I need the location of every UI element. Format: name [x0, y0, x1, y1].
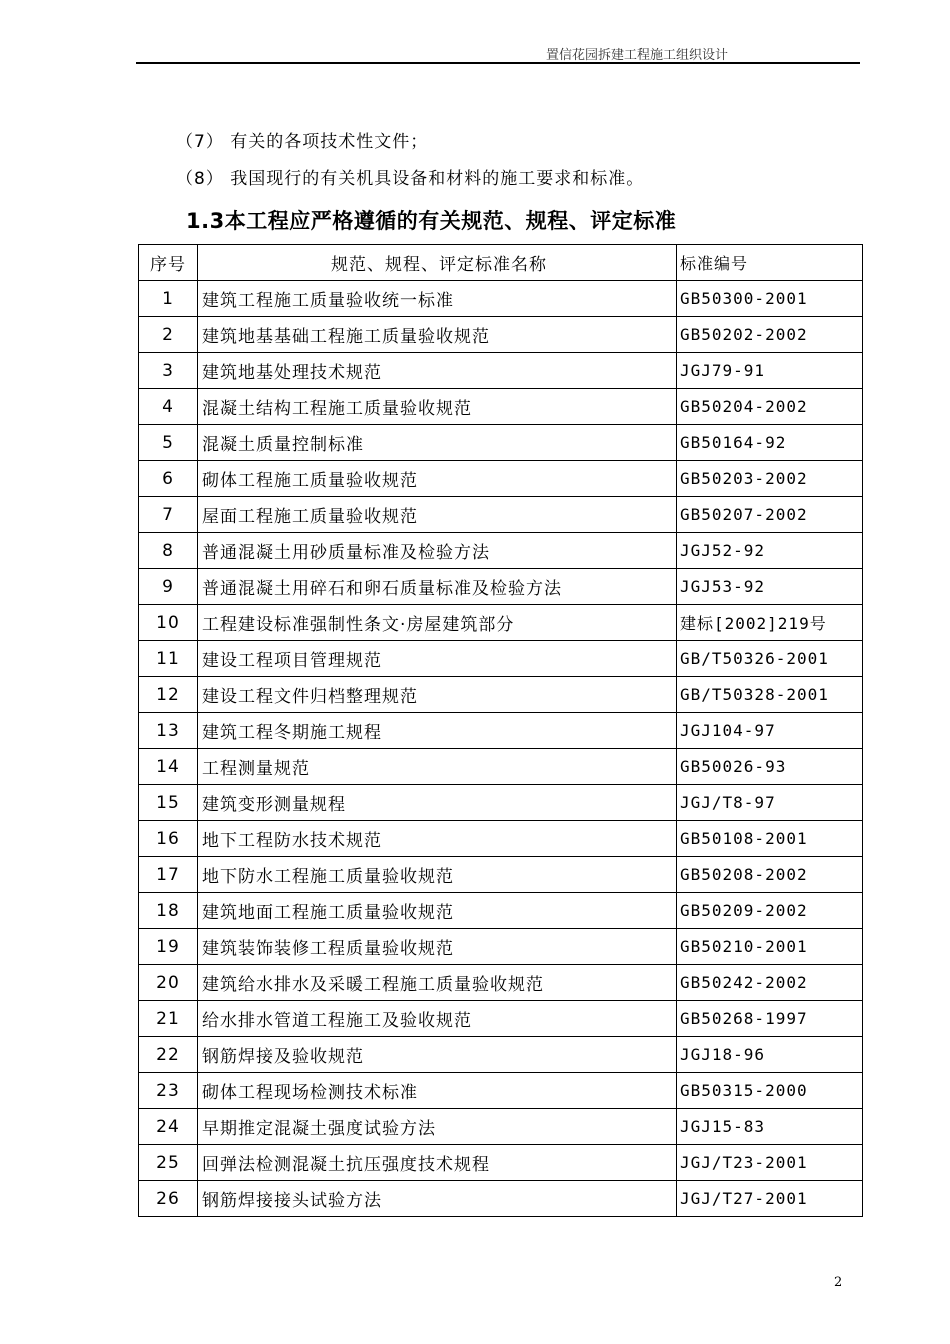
row-number-cell: 25: [139, 1145, 198, 1181]
row-number-cell: 10: [139, 605, 198, 641]
standard-code-cell: GB/T50326-2001: [677, 641, 863, 677]
table-row: [139, 533, 863, 569]
standard-code-cell: GB50108-2001: [677, 821, 863, 857]
standard-code-cell: GB50026-93: [677, 749, 863, 785]
standard-name-cell: 地下工程防水技术规范: [198, 821, 677, 857]
table-row: [139, 929, 863, 965]
standard-code-cell: GB50164-92: [677, 425, 863, 461]
row-number-cell: 15: [139, 785, 198, 821]
row-number-cell: 23: [139, 1073, 198, 1109]
standard-code-cell: GB50207-2002: [677, 497, 863, 533]
standard-code-cell: GB50242-2002: [677, 965, 863, 1001]
standard-code-cell: JGJ/T8-97: [677, 785, 863, 821]
row-number-cell: 9: [139, 569, 198, 605]
row-number-cell: 24: [139, 1109, 198, 1145]
table-row: [139, 605, 863, 641]
table-row: [139, 425, 863, 461]
row-number-cell: 18: [139, 893, 198, 929]
standard-name-cell: 建筑给水排水及采暖工程施工质量验收规范: [198, 965, 677, 1001]
standard-code-cell: JGJ/T23-2001: [677, 1145, 863, 1181]
table-row: [139, 497, 863, 533]
row-number-cell: 6: [139, 461, 198, 497]
standard-code-cell: JGJ53-92: [677, 569, 863, 605]
table-row: [139, 1073, 863, 1109]
standard-name-cell: 建筑工程冬期施工规程: [198, 713, 677, 749]
standard-code-cell: GB50208-2002: [677, 857, 863, 893]
standard-name-cell: 给水排水管道工程施工及验收规范: [198, 1001, 677, 1037]
list-item-text: 我国现行的有关机具设备和材料的施工要求和标准。: [230, 169, 645, 189]
table-row: [139, 1109, 863, 1145]
standard-code-cell: GB/T50328-2001: [677, 677, 863, 713]
standard-code-cell: JGJ/T27-2001: [677, 1181, 863, 1217]
standard-name-cell: 建筑地面工程施工质量验收规范: [198, 893, 677, 929]
standard-name-cell: 混凝土质量控制标准: [198, 425, 677, 461]
row-number-cell: 20: [139, 965, 198, 1001]
table-row: [139, 1037, 863, 1073]
standards-table: [138, 244, 863, 1217]
row-number-cell: 14: [139, 749, 198, 785]
standard-code-cell: JGJ18-96: [677, 1037, 863, 1073]
standard-code-cell: GB50204-2002: [677, 389, 863, 425]
row-number-cell: 21: [139, 1001, 198, 1037]
standard-name-cell: 工程测量规范: [198, 749, 677, 785]
header-divider: [136, 62, 860, 64]
row-number-cell: 16: [139, 821, 198, 857]
table-row: [139, 785, 863, 821]
standard-name-cell: 建筑变形测量规程: [198, 785, 677, 821]
standard-name-cell: 屋面工程施工质量验收规范: [198, 497, 677, 533]
running-header-title: 置信花园拆建工程施工组织设计: [545, 48, 728, 63]
standard-name-cell: 建筑地基基础工程施工质量验收规范: [198, 317, 677, 353]
standard-name-cell: 普通混凝土用砂质量标准及检验方法: [198, 533, 677, 569]
table-row: [139, 569, 863, 605]
column-header-name: 规范、规程、评定标准名称: [198, 245, 677, 281]
table-row: [139, 389, 863, 425]
standard-name-cell: 建设工程文件归档整理规范: [198, 677, 677, 713]
row-number-cell: 13: [139, 713, 198, 749]
page-number: 2: [834, 1275, 843, 1290]
standard-name-cell: 建筑工程施工质量验收统一标准: [198, 281, 677, 317]
row-number-cell: 5: [139, 425, 198, 461]
standard-code-cell: GB50203-2002: [677, 461, 863, 497]
list-item: [176, 164, 644, 189]
standard-code-cell: GB50210-2001: [677, 929, 863, 965]
standard-code-cell: 建标[2002]219号: [677, 605, 863, 641]
table-row: [139, 353, 863, 389]
table-row: [139, 1145, 863, 1181]
row-number-cell: 26: [139, 1181, 198, 1217]
list-item-number: （8）: [176, 169, 224, 189]
table-row: [139, 713, 863, 749]
standard-name-cell: 建筑装饰装修工程质量验收规范: [198, 929, 677, 965]
table-row: [139, 281, 863, 317]
list-item-text: 有关的各项技术性文件；: [230, 132, 429, 152]
standard-code-cell: GB50300-2001: [677, 281, 863, 317]
row-number-cell: 1: [139, 281, 198, 317]
row-number-cell: 17: [139, 857, 198, 893]
standard-name-cell: 砌体工程施工质量验收规范: [198, 461, 677, 497]
standard-code-cell: JGJ15-83: [677, 1109, 863, 1145]
table-row: [139, 821, 863, 857]
standard-name-cell: 混凝土结构工程施工质量验收规范: [198, 389, 677, 425]
standard-code-cell: GB50315-2000: [677, 1073, 863, 1109]
table-row: [139, 893, 863, 929]
list-item: [176, 127, 428, 152]
standard-code-cell: GB50268-1997: [677, 1001, 863, 1037]
standard-name-cell: 砌体工程现场检测技术标准: [198, 1073, 677, 1109]
row-number-cell: 3: [139, 353, 198, 389]
standard-code-cell: GB50209-2002: [677, 893, 863, 929]
row-number-cell: 11: [139, 641, 198, 677]
table-row: [139, 677, 863, 713]
standard-name-cell: 钢筋焊接及验收规范: [198, 1037, 677, 1073]
table-header-row: [139, 245, 863, 281]
table-row: [139, 965, 863, 1001]
row-number-cell: 12: [139, 677, 198, 713]
row-number-cell: 7: [139, 497, 198, 533]
standard-code-cell: JGJ52-92: [677, 533, 863, 569]
standard-code-cell: JGJ79-91: [677, 353, 863, 389]
standard-name-cell: 工程建设标准强制性条文·房屋建筑部分: [198, 605, 677, 641]
row-number-cell: 8: [139, 533, 198, 569]
column-header-code: 标准编号: [677, 245, 863, 281]
table-row: [139, 1001, 863, 1037]
standard-name-cell: 建筑地基处理技术规范: [198, 353, 677, 389]
table-row: [139, 749, 863, 785]
table-row: [139, 461, 863, 497]
row-number-cell: 4: [139, 389, 198, 425]
table-row: [139, 641, 863, 677]
row-number-cell: 19: [139, 929, 198, 965]
standard-name-cell: 普通混凝土用碎石和卵石质量标准及检验方法: [198, 569, 677, 605]
table-row: [139, 317, 863, 353]
row-number-cell: 22: [139, 1037, 198, 1073]
section-heading: 1.3本工程应严格遵循的有关规范、规程、评定标准: [186, 209, 677, 233]
standard-name-cell: 建设工程项目管理规范: [198, 641, 677, 677]
standard-code-cell: JGJ104-97: [677, 713, 863, 749]
standard-name-cell: 回弹法检测混凝土抗压强度技术规程: [198, 1145, 677, 1181]
table-row: [139, 857, 863, 893]
list-item-number: （7）: [176, 132, 224, 152]
row-number-cell: 2: [139, 317, 198, 353]
standard-name-cell: 早期推定混凝土强度试验方法: [198, 1109, 677, 1145]
column-header-number: 序号: [139, 245, 198, 281]
table-row: [139, 1181, 863, 1217]
standard-name-cell: 钢筋焊接接头试验方法: [198, 1181, 677, 1217]
standard-code-cell: GB50202-2002: [677, 317, 863, 353]
standard-name-cell: 地下防水工程施工质量验收规范: [198, 857, 677, 893]
